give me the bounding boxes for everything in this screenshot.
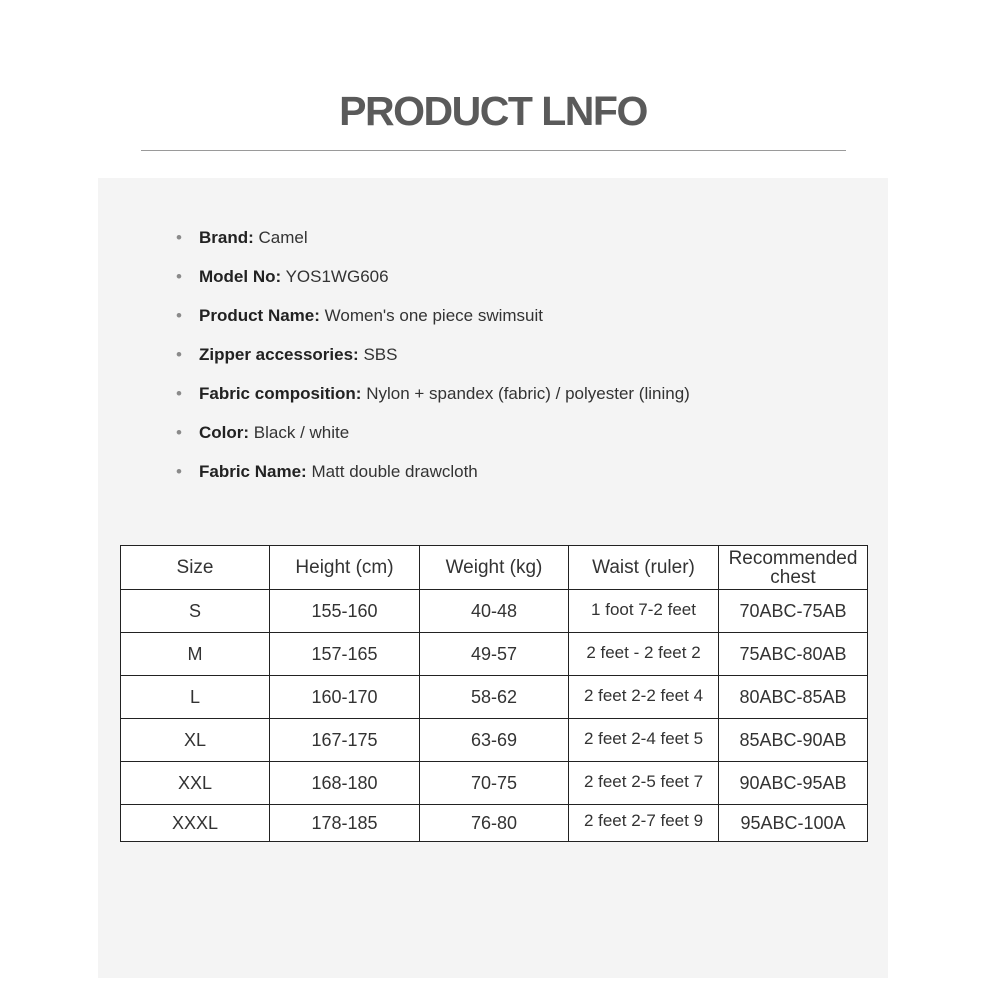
table-row bbox=[121, 762, 868, 805]
bullet-icon: • bbox=[176, 267, 182, 286]
cell-waist: 1 foot 7-2 feet bbox=[569, 590, 719, 633]
cell-height: 160-170 bbox=[270, 676, 420, 719]
info-item-brand bbox=[176, 225, 690, 264]
cell-weight: 70-75 bbox=[420, 762, 569, 805]
info-value: Black / white bbox=[253, 423, 350, 442]
info-value: YOS1WG606 bbox=[285, 267, 389, 286]
header-weight: Weight (kg) bbox=[420, 546, 569, 590]
info-label: Product Name: bbox=[199, 306, 320, 325]
cell-weight: 76-80 bbox=[420, 805, 569, 842]
info-item-product-name bbox=[176, 303, 690, 342]
cell-chest: 70ABC-75AB bbox=[719, 590, 868, 633]
cell-size: XXXL bbox=[121, 805, 270, 842]
cell-chest: 80ABC-85AB bbox=[719, 676, 868, 719]
cell-height: 168-180 bbox=[270, 762, 420, 805]
info-label: Color: bbox=[199, 423, 250, 442]
cell-chest: 95ABC-100A bbox=[719, 805, 868, 842]
page-title: PRODUCT LNFO bbox=[339, 88, 647, 134]
info-label: Fabric Name: bbox=[199, 462, 307, 481]
table-row bbox=[121, 719, 868, 762]
bullet-icon: • bbox=[176, 384, 182, 403]
cell-waist: 2 feet 2-5 feet 7 bbox=[569, 762, 719, 805]
bullet-icon: • bbox=[176, 345, 182, 364]
table-row bbox=[121, 805, 868, 842]
info-label: Model No: bbox=[199, 267, 282, 286]
cell-height: 157-165 bbox=[270, 633, 420, 676]
title-divider bbox=[141, 150, 846, 151]
cell-waist: 2 feet 2-7 feet 9 bbox=[569, 805, 719, 842]
info-item-zipper bbox=[176, 342, 690, 381]
cell-weight: 40-48 bbox=[420, 590, 569, 633]
cell-height: 155-160 bbox=[270, 590, 420, 633]
bullet-icon: • bbox=[176, 228, 182, 247]
header-waist: Waist (ruler) bbox=[569, 546, 719, 590]
table-header-row bbox=[121, 546, 868, 590]
info-value: Camel bbox=[258, 228, 308, 247]
info-value: Matt double drawcloth bbox=[311, 462, 478, 481]
cell-waist: 2 feet - 2 feet 2 bbox=[569, 633, 719, 676]
header-height: Height (cm) bbox=[270, 546, 420, 590]
info-value: SBS bbox=[363, 345, 398, 364]
cell-size: M bbox=[121, 633, 270, 676]
table-row bbox=[121, 633, 868, 676]
info-label: Zipper accessories: bbox=[199, 345, 359, 364]
table-row bbox=[121, 676, 868, 719]
info-item-fabric-name bbox=[176, 459, 690, 498]
cell-weight: 49-57 bbox=[420, 633, 569, 676]
cell-height: 178-185 bbox=[270, 805, 420, 842]
cell-waist: 2 feet 2-2 feet 4 bbox=[569, 676, 719, 719]
cell-size: XL bbox=[121, 719, 270, 762]
info-item-fabric-composition bbox=[176, 381, 690, 420]
cell-size: L bbox=[121, 676, 270, 719]
size-chart-table bbox=[120, 545, 868, 842]
cell-chest: 75ABC-80AB bbox=[719, 633, 868, 676]
info-label: Brand: bbox=[199, 228, 254, 247]
cell-chest: 90ABC-95AB bbox=[719, 762, 868, 805]
info-label: Fabric composition: bbox=[199, 384, 362, 403]
cell-height: 167-175 bbox=[270, 719, 420, 762]
bullet-icon: • bbox=[176, 423, 182, 442]
cell-chest: 85ABC-90AB bbox=[719, 719, 868, 762]
cell-size: S bbox=[121, 590, 270, 633]
cell-weight: 58-62 bbox=[420, 676, 569, 719]
header-size: Size bbox=[121, 546, 270, 590]
info-item-model bbox=[176, 264, 690, 303]
cell-weight: 63-69 bbox=[420, 719, 569, 762]
product-info-list bbox=[176, 225, 690, 498]
bullet-icon: • bbox=[176, 462, 182, 481]
cell-waist: 2 feet 2-4 feet 5 bbox=[569, 719, 719, 762]
header-chest: Recommended chest bbox=[719, 546, 868, 590]
info-value: Nylon + spandex (fabric) / polyester (lining) bbox=[366, 384, 690, 403]
table-row bbox=[121, 590, 868, 633]
info-value: Women's one piece swimsuit bbox=[324, 306, 544, 325]
bullet-icon: • bbox=[176, 306, 182, 325]
cell-size: XXL bbox=[121, 762, 270, 805]
info-item-color bbox=[176, 420, 690, 459]
